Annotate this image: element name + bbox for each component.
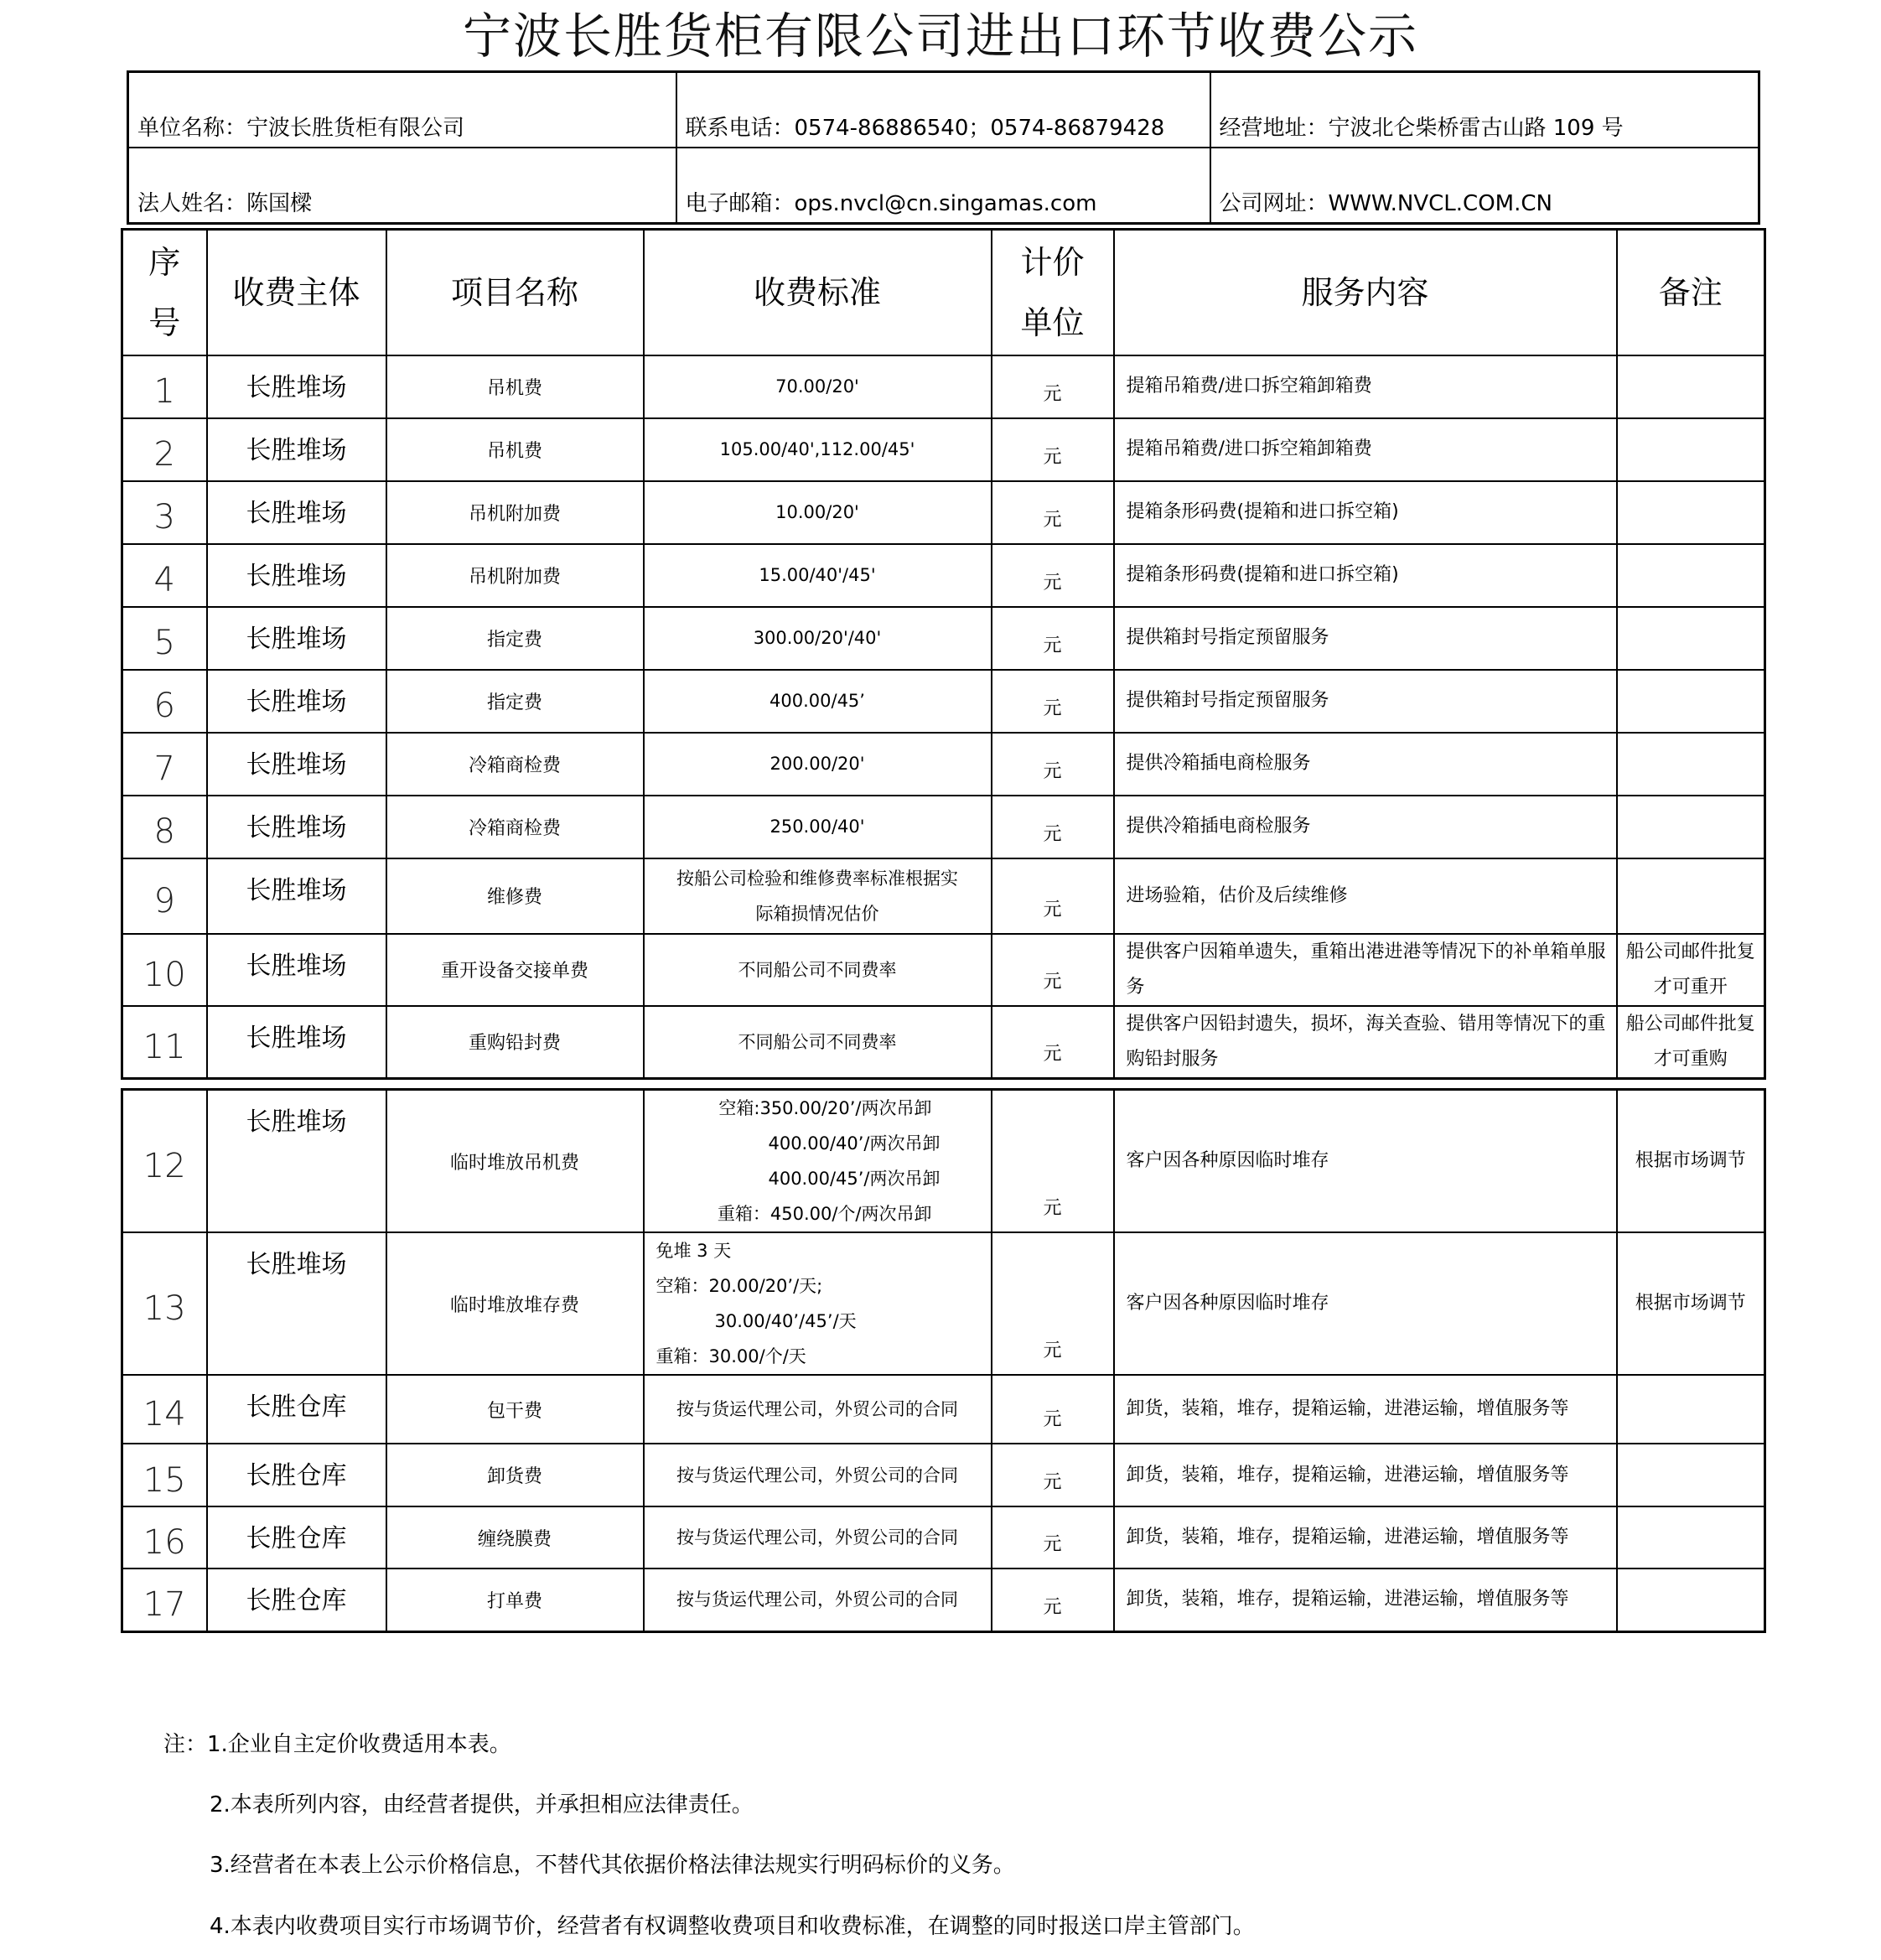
charge-standard-line: 按船公司检验和维修费率标准根据实 xyxy=(676,868,958,889)
charge-subject: 长胜堆场 xyxy=(207,796,386,858)
service-content: 客户因各种原因临时堆存 xyxy=(1114,1232,1617,1375)
item-name: 打单费 xyxy=(386,1569,644,1631)
pricing-unit: 元 xyxy=(992,355,1114,418)
remark xyxy=(1617,1569,1765,1631)
table-row xyxy=(122,418,1765,481)
charge-standard xyxy=(644,733,992,796)
charge-standard-line: 重箱：450.00/个/两次吊卸 xyxy=(717,1204,932,1224)
charge-subject: 长胜仓库 xyxy=(207,1569,386,1631)
charge-standard-line: 按与货运代理公司，外贸公司的合同 xyxy=(676,1399,958,1419)
table-row xyxy=(122,1090,1765,1233)
note-2: 2.本表所列内容，由经营者提供，并承担相应法律责任。 xyxy=(210,1792,754,1817)
remark xyxy=(1617,355,1765,418)
service-content: 卸货，装箱，堆存，提箱运输，进港运输，增值服务等 xyxy=(1114,1375,1617,1444)
item-name: 冷箱商检费 xyxy=(386,796,644,858)
item-name: 临时堆放吊机费 xyxy=(386,1090,644,1233)
service-content: 卸货，装箱，堆存，提箱运输，进港运输，增值服务等 xyxy=(1114,1569,1617,1631)
item-name: 吊机附加费 xyxy=(386,544,644,607)
item-name: 包干费 xyxy=(386,1375,644,1444)
remark xyxy=(1617,733,1765,796)
charge-subject: 长胜堆场 xyxy=(207,355,386,418)
item-name: 指定费 xyxy=(386,607,644,670)
item-name: 指定费 xyxy=(386,670,644,733)
table-row xyxy=(122,481,1765,544)
pricing-unit: 元 xyxy=(992,607,1114,670)
item-name: 吊机费 xyxy=(386,355,644,418)
row-number: 14 xyxy=(122,1375,207,1444)
item-name: 维修费 xyxy=(386,858,644,934)
charge-standard xyxy=(644,1569,992,1631)
row-number: 8 xyxy=(122,796,207,858)
remark: 船公司邮件批复才可重购 xyxy=(1617,1006,1765,1079)
charge-standard xyxy=(644,1444,992,1506)
remark xyxy=(1617,544,1765,607)
item-name: 吊机费 xyxy=(386,418,644,481)
charge-standard-line: 250.00/40' xyxy=(770,817,865,837)
company-name: 单位名称：宁波长胜货柜有限公司 xyxy=(128,72,676,148)
remark: 船公司邮件批复才可重开 xyxy=(1617,934,1765,1006)
charge-standard-line: 70.00/20' xyxy=(775,376,859,397)
item-name: 重开设备交接单费 xyxy=(386,934,644,1006)
table-row xyxy=(122,544,1765,607)
charge-standard-line: 400.00/45’ xyxy=(770,691,865,711)
charge-standard xyxy=(644,1090,992,1233)
remark xyxy=(1617,858,1765,934)
service-content: 提箱吊箱费/进口拆空箱卸箱费 xyxy=(1114,418,1617,481)
charge-standard xyxy=(644,1232,992,1375)
charge-standard-line: 按与货运代理公司，外贸公司的合同 xyxy=(676,1527,958,1548)
row-number: 16 xyxy=(122,1506,207,1569)
remark xyxy=(1617,1375,1765,1444)
legal-person: 法人姓名：陈国樑 xyxy=(128,148,676,224)
charge-standard-line: 空箱:350.00/20’/两次吊卸 xyxy=(718,1098,932,1118)
company-website: 公司网址：WWW.NVCL.COM.CN xyxy=(1210,148,1759,224)
charge-subject: 长胜仓库 xyxy=(207,1375,386,1444)
service-content: 提供客户因箱单遗失，重箱出港进港等情况下的补单箱单服务 xyxy=(1114,934,1617,1006)
header-standard: 收费标准 xyxy=(644,230,992,355)
charge-standard-line: 30.00/40’/45’/天 xyxy=(714,1311,857,1331)
service-content: 进场验箱，估价及后续维修 xyxy=(1114,858,1617,934)
table-row xyxy=(122,1506,1765,1569)
remark: 根据市场调节 xyxy=(1617,1090,1765,1233)
contact-phone: 联系电话：0574-86886540；0574-86879428 xyxy=(676,72,1210,148)
service-content: 提供客户因铅封遗失，损坏，海关查验、错用等情况下的重购铅封服务 xyxy=(1114,1006,1617,1079)
row-number: 6 xyxy=(122,670,207,733)
charge-standard xyxy=(644,858,992,934)
row-number: 12 xyxy=(122,1090,207,1233)
service-content: 提箱吊箱费/进口拆空箱卸箱费 xyxy=(1114,355,1617,418)
charge-standard-line: 105.00/40',112.00/45' xyxy=(719,439,915,459)
table-header-row xyxy=(122,230,1765,355)
table-row xyxy=(122,1444,1765,1506)
remark: 根据市场调节 xyxy=(1617,1232,1765,1375)
pricing-unit: 元 xyxy=(992,1569,1114,1631)
charge-standard-line: 际箱损情况估价 xyxy=(755,903,879,924)
fee-table xyxy=(121,228,1766,1080)
charge-standard-line: 重箱：30.00/个/天 xyxy=(656,1346,806,1366)
charge-standard-line: 按与货运代理公司，外贸公司的合同 xyxy=(676,1465,958,1486)
charge-subject: 长胜堆场 xyxy=(207,1090,386,1233)
note-3: 3.经营者在本表上公示价格信息，不替代其依据价格法律法规实行明码标价的义务。 xyxy=(210,1853,1015,1878)
header-remark: 备注 xyxy=(1617,230,1765,355)
charge-subject: 长胜仓库 xyxy=(207,1444,386,1506)
row-number: 10 xyxy=(122,934,207,1006)
row-number: 4 xyxy=(122,544,207,607)
charge-subject: 长胜堆场 xyxy=(207,670,386,733)
pricing-unit: 元 xyxy=(992,1006,1114,1079)
pricing-unit: 元 xyxy=(992,1232,1114,1375)
pricing-unit: 元 xyxy=(992,481,1114,544)
service-content: 提箱条形码费(提箱和进口拆空箱) xyxy=(1114,481,1617,544)
pricing-unit: 元 xyxy=(992,544,1114,607)
row-number: 11 xyxy=(122,1006,207,1079)
header-subject: 收费主体 xyxy=(207,230,386,355)
pricing-unit: 元 xyxy=(992,858,1114,934)
header-no-line2: 号 xyxy=(148,303,181,341)
table-row xyxy=(122,858,1765,934)
charge-standard xyxy=(644,670,992,733)
note-1: 注：1.企业自主定价收费适用本表。 xyxy=(163,1732,511,1757)
remark xyxy=(1617,607,1765,670)
charge-standard-line: 免堆 3 天 xyxy=(656,1241,732,1261)
remark xyxy=(1617,670,1765,733)
table-row xyxy=(122,355,1765,418)
contact-email: 电子邮箱：ops.nvcl@cn.singamas.com xyxy=(676,148,1210,224)
charge-standard xyxy=(644,418,992,481)
table-row xyxy=(122,934,1765,1006)
table-row xyxy=(122,1569,1765,1631)
charge-standard-line: 不同船公司不同费率 xyxy=(738,1031,897,1052)
charge-subject: 长胜堆场 xyxy=(207,1232,386,1375)
pricing-unit: 元 xyxy=(992,796,1114,858)
item-name: 临时堆放堆存费 xyxy=(386,1232,644,1375)
info-row xyxy=(128,148,1759,224)
header-unit xyxy=(992,230,1114,355)
charge-standard-line: 200.00/20' xyxy=(770,754,865,774)
charge-standard-line: 400.00/45’/两次吊卸 xyxy=(768,1169,940,1189)
note-4: 4.本表内收费项目实行市场调节价，经营者有权调整收费项目和收费标准，在调整的同时报送口岸主管部门。 xyxy=(210,1914,1255,1939)
info-row xyxy=(128,72,1759,148)
business-address: 经营地址：宁波北仑柴桥雷古山路 109 号 xyxy=(1210,72,1759,148)
pricing-unit: 元 xyxy=(992,733,1114,796)
fee-table-continued xyxy=(121,1088,1766,1633)
charge-standard-line: 空箱：20.00/20’/天; xyxy=(656,1276,823,1296)
charge-standard xyxy=(644,1006,992,1079)
charge-subject: 长胜堆场 xyxy=(207,733,386,796)
charge-standard xyxy=(644,934,992,1006)
header-item: 项目名称 xyxy=(386,230,644,355)
item-name: 缠绕膜费 xyxy=(386,1506,644,1569)
charge-standard-line: 10.00/20' xyxy=(775,502,859,522)
header-service: 服务内容 xyxy=(1114,230,1617,355)
remark xyxy=(1617,796,1765,858)
remark xyxy=(1617,1506,1765,1569)
item-name: 吊机附加费 xyxy=(386,481,644,544)
pricing-unit: 元 xyxy=(992,1506,1114,1569)
row-number: 7 xyxy=(122,733,207,796)
table-row xyxy=(122,607,1765,670)
charge-subject: 长胜堆场 xyxy=(207,858,386,934)
pricing-unit: 元 xyxy=(992,934,1114,1006)
company-info-table xyxy=(127,70,1760,225)
row-number: 3 xyxy=(122,481,207,544)
header-no xyxy=(122,230,207,355)
pricing-unit: 元 xyxy=(992,1375,1114,1444)
charge-standard xyxy=(644,1375,992,1444)
charge-subject: 长胜堆场 xyxy=(207,934,386,1006)
charge-subject: 长胜堆场 xyxy=(207,544,386,607)
row-number: 5 xyxy=(122,607,207,670)
header-no-line1: 序 xyxy=(148,243,181,281)
table-row xyxy=(122,670,1765,733)
item-name: 冷箱商检费 xyxy=(386,733,644,796)
charge-subject: 长胜堆场 xyxy=(207,1006,386,1079)
service-content: 客户因各种原因临时堆存 xyxy=(1114,1090,1617,1233)
charge-standard xyxy=(644,607,992,670)
table-row xyxy=(122,1375,1765,1444)
service-content: 提供冷箱插电商检服务 xyxy=(1114,796,1617,858)
charge-standard xyxy=(644,355,992,418)
charge-standard-line: 按与货运代理公司，外贸公司的合同 xyxy=(676,1589,958,1610)
row-number: 13 xyxy=(122,1232,207,1375)
service-content: 卸货，装箱，堆存，提箱运输，进港运输，增值服务等 xyxy=(1114,1506,1617,1569)
charge-subject: 长胜堆场 xyxy=(207,607,386,670)
remark xyxy=(1617,481,1765,544)
service-content: 提供箱封号指定预留服务 xyxy=(1114,607,1617,670)
charge-standard xyxy=(644,481,992,544)
row-number: 1 xyxy=(122,355,207,418)
table-row xyxy=(122,1232,1765,1375)
service-content: 提箱条形码费(提箱和进口拆空箱) xyxy=(1114,544,1617,607)
charge-standard-line: 不同船公司不同费率 xyxy=(738,959,897,980)
row-number: 15 xyxy=(122,1444,207,1506)
charge-standard-line: 15.00/40'/45' xyxy=(759,565,876,585)
remark xyxy=(1617,418,1765,481)
row-number: 9 xyxy=(122,858,207,934)
item-name: 重购铅封费 xyxy=(386,1006,644,1079)
charge-standard xyxy=(644,796,992,858)
pricing-unit: 元 xyxy=(992,1090,1114,1233)
remark xyxy=(1617,1444,1765,1506)
charge-standard-line: 400.00/40’/两次吊卸 xyxy=(768,1133,940,1154)
row-number: 2 xyxy=(122,418,207,481)
charge-subject: 长胜堆场 xyxy=(207,481,386,544)
pricing-unit: 元 xyxy=(992,670,1114,733)
page-title: 宁波长胜货柜有限公司进出口环节收费公示 xyxy=(462,8,1418,65)
service-content: 卸货，装箱，堆存，提箱运输，进港运输，增值服务等 xyxy=(1114,1444,1617,1506)
table-row xyxy=(122,1006,1765,1079)
charge-subject: 长胜堆场 xyxy=(207,418,386,481)
header-unit-line1: 计价 xyxy=(1020,243,1085,281)
charge-standard-line: 300.00/20'/40' xyxy=(753,628,882,648)
table-row xyxy=(122,796,1765,858)
header-unit-line2: 单位 xyxy=(1020,303,1085,341)
pricing-unit: 元 xyxy=(992,418,1114,481)
service-content: 提供箱封号指定预留服务 xyxy=(1114,670,1617,733)
charge-standard xyxy=(644,1506,992,1569)
charge-standard xyxy=(644,544,992,607)
row-number: 17 xyxy=(122,1569,207,1631)
table-row xyxy=(122,733,1765,796)
item-name: 卸货费 xyxy=(386,1444,644,1506)
charge-subject: 长胜仓库 xyxy=(207,1506,386,1569)
service-content: 提供冷箱插电商检服务 xyxy=(1114,733,1617,796)
pricing-unit: 元 xyxy=(992,1444,1114,1506)
